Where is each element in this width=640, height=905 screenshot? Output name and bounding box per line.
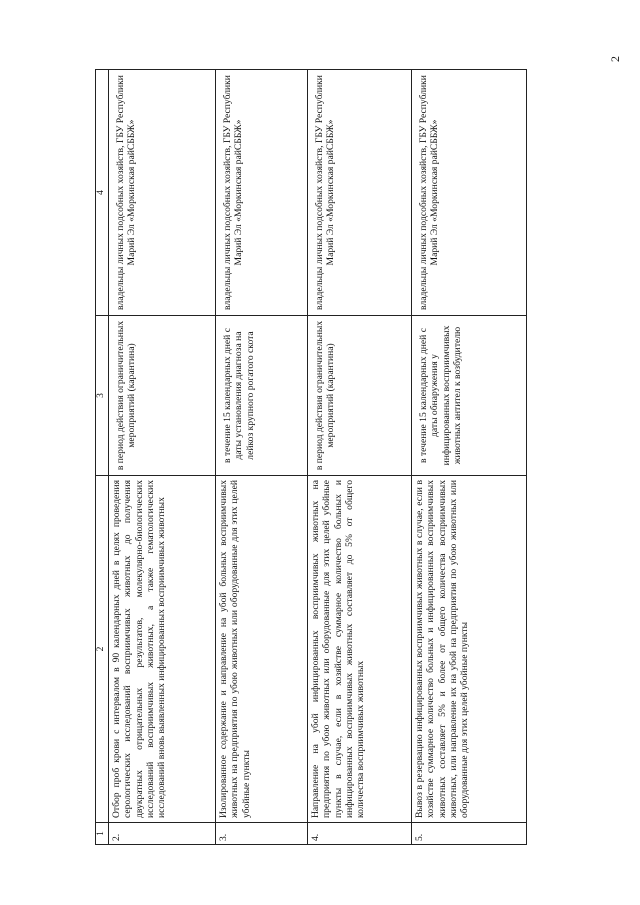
row-number: 4.: [308, 823, 412, 845]
measure-term: в период действия ограничительных мероприятий (карантина): [308, 316, 412, 476]
table-row: [308, 70, 412, 845]
row-number: 5.: [412, 823, 527, 845]
row-number: 3.: [216, 823, 308, 845]
measure-description: Направление на убой инфицированных восприимчивых животных на предприятия по убою животных или оборудованные для этих целей убойные пункты в случае, если в хозяйстве суммарное количество больных и инфицированных восприимчивых животных составляет до 5% от общего количества восприимчивых животных: [308, 476, 412, 823]
page-number: 2: [608, 56, 622, 62]
header-col-4: 4: [96, 70, 109, 316]
measure-executor: владельцы личных подсобных хозяйств, ГБУ Республики Марий Эл «Моркинская райСББЖ»: [109, 70, 216, 316]
measure-description: Изолированное содержание и направление на убой больных восприимчивых животных на предприятия по убою животных или оборудованные для этих целей убойные пункты: [216, 476, 308, 823]
measure-description: Отбор проб крови с интервалом в 90 календарных дней в целях проведения серологических исследований восприимчивых животных до получения двукратных отрицательных результатов, молекулярно-биологических исследований восприимчивых животных, а также гематологических исследований вновь выявленных инфицированных восприимчивых животных: [109, 476, 216, 823]
table-row: [109, 70, 216, 845]
measure-executor: владельцы личных подсобных хозяйств, ГБУ Республики Марий Эл «Моркинская райСББЖ»: [308, 70, 412, 316]
row-number: 2.: [109, 823, 216, 845]
measure-executor: владельцы личных подсобных хозяйств, ГБУ Республики Марий Эл «Моркинская райСББЖ»: [412, 70, 527, 316]
header-col-3: 3: [96, 316, 109, 476]
measure-description: Вывоз в резервацию инфицированных восприимчивых животных в случае, если в хозяйстве суммарное количество больных и инфицированных восприимчивых животных составляет 5% и более от общего количества восприимчивых животных, или направление их на убой на предприятия по убою животных или оборудованные для этих целей убойные пункты: [412, 476, 527, 823]
table-row: [412, 70, 527, 845]
table-row: [216, 70, 308, 845]
header-row: [96, 70, 109, 845]
header-col-2: 2: [96, 476, 109, 823]
rotated-table-container: [95, 70, 525, 845]
measure-executor: владельцы личных подсобных хозяйств, ГБУ Республики Марий Эл «Моркинская райСББЖ»: [216, 70, 308, 316]
measures-table: [95, 69, 527, 845]
measure-term: в течение 15 календарных дней с даты обнаружения у инфицированных восприимчивых животных антител к возбудителю: [412, 316, 527, 476]
measure-term: в период действия ограничительных мероприятий (карантина): [109, 316, 216, 476]
header-col-1: 1: [96, 823, 109, 845]
measure-term: в течение 15 календарных дней с даты установления диагноза на лейкоз крупного рогатого скота: [216, 316, 308, 476]
